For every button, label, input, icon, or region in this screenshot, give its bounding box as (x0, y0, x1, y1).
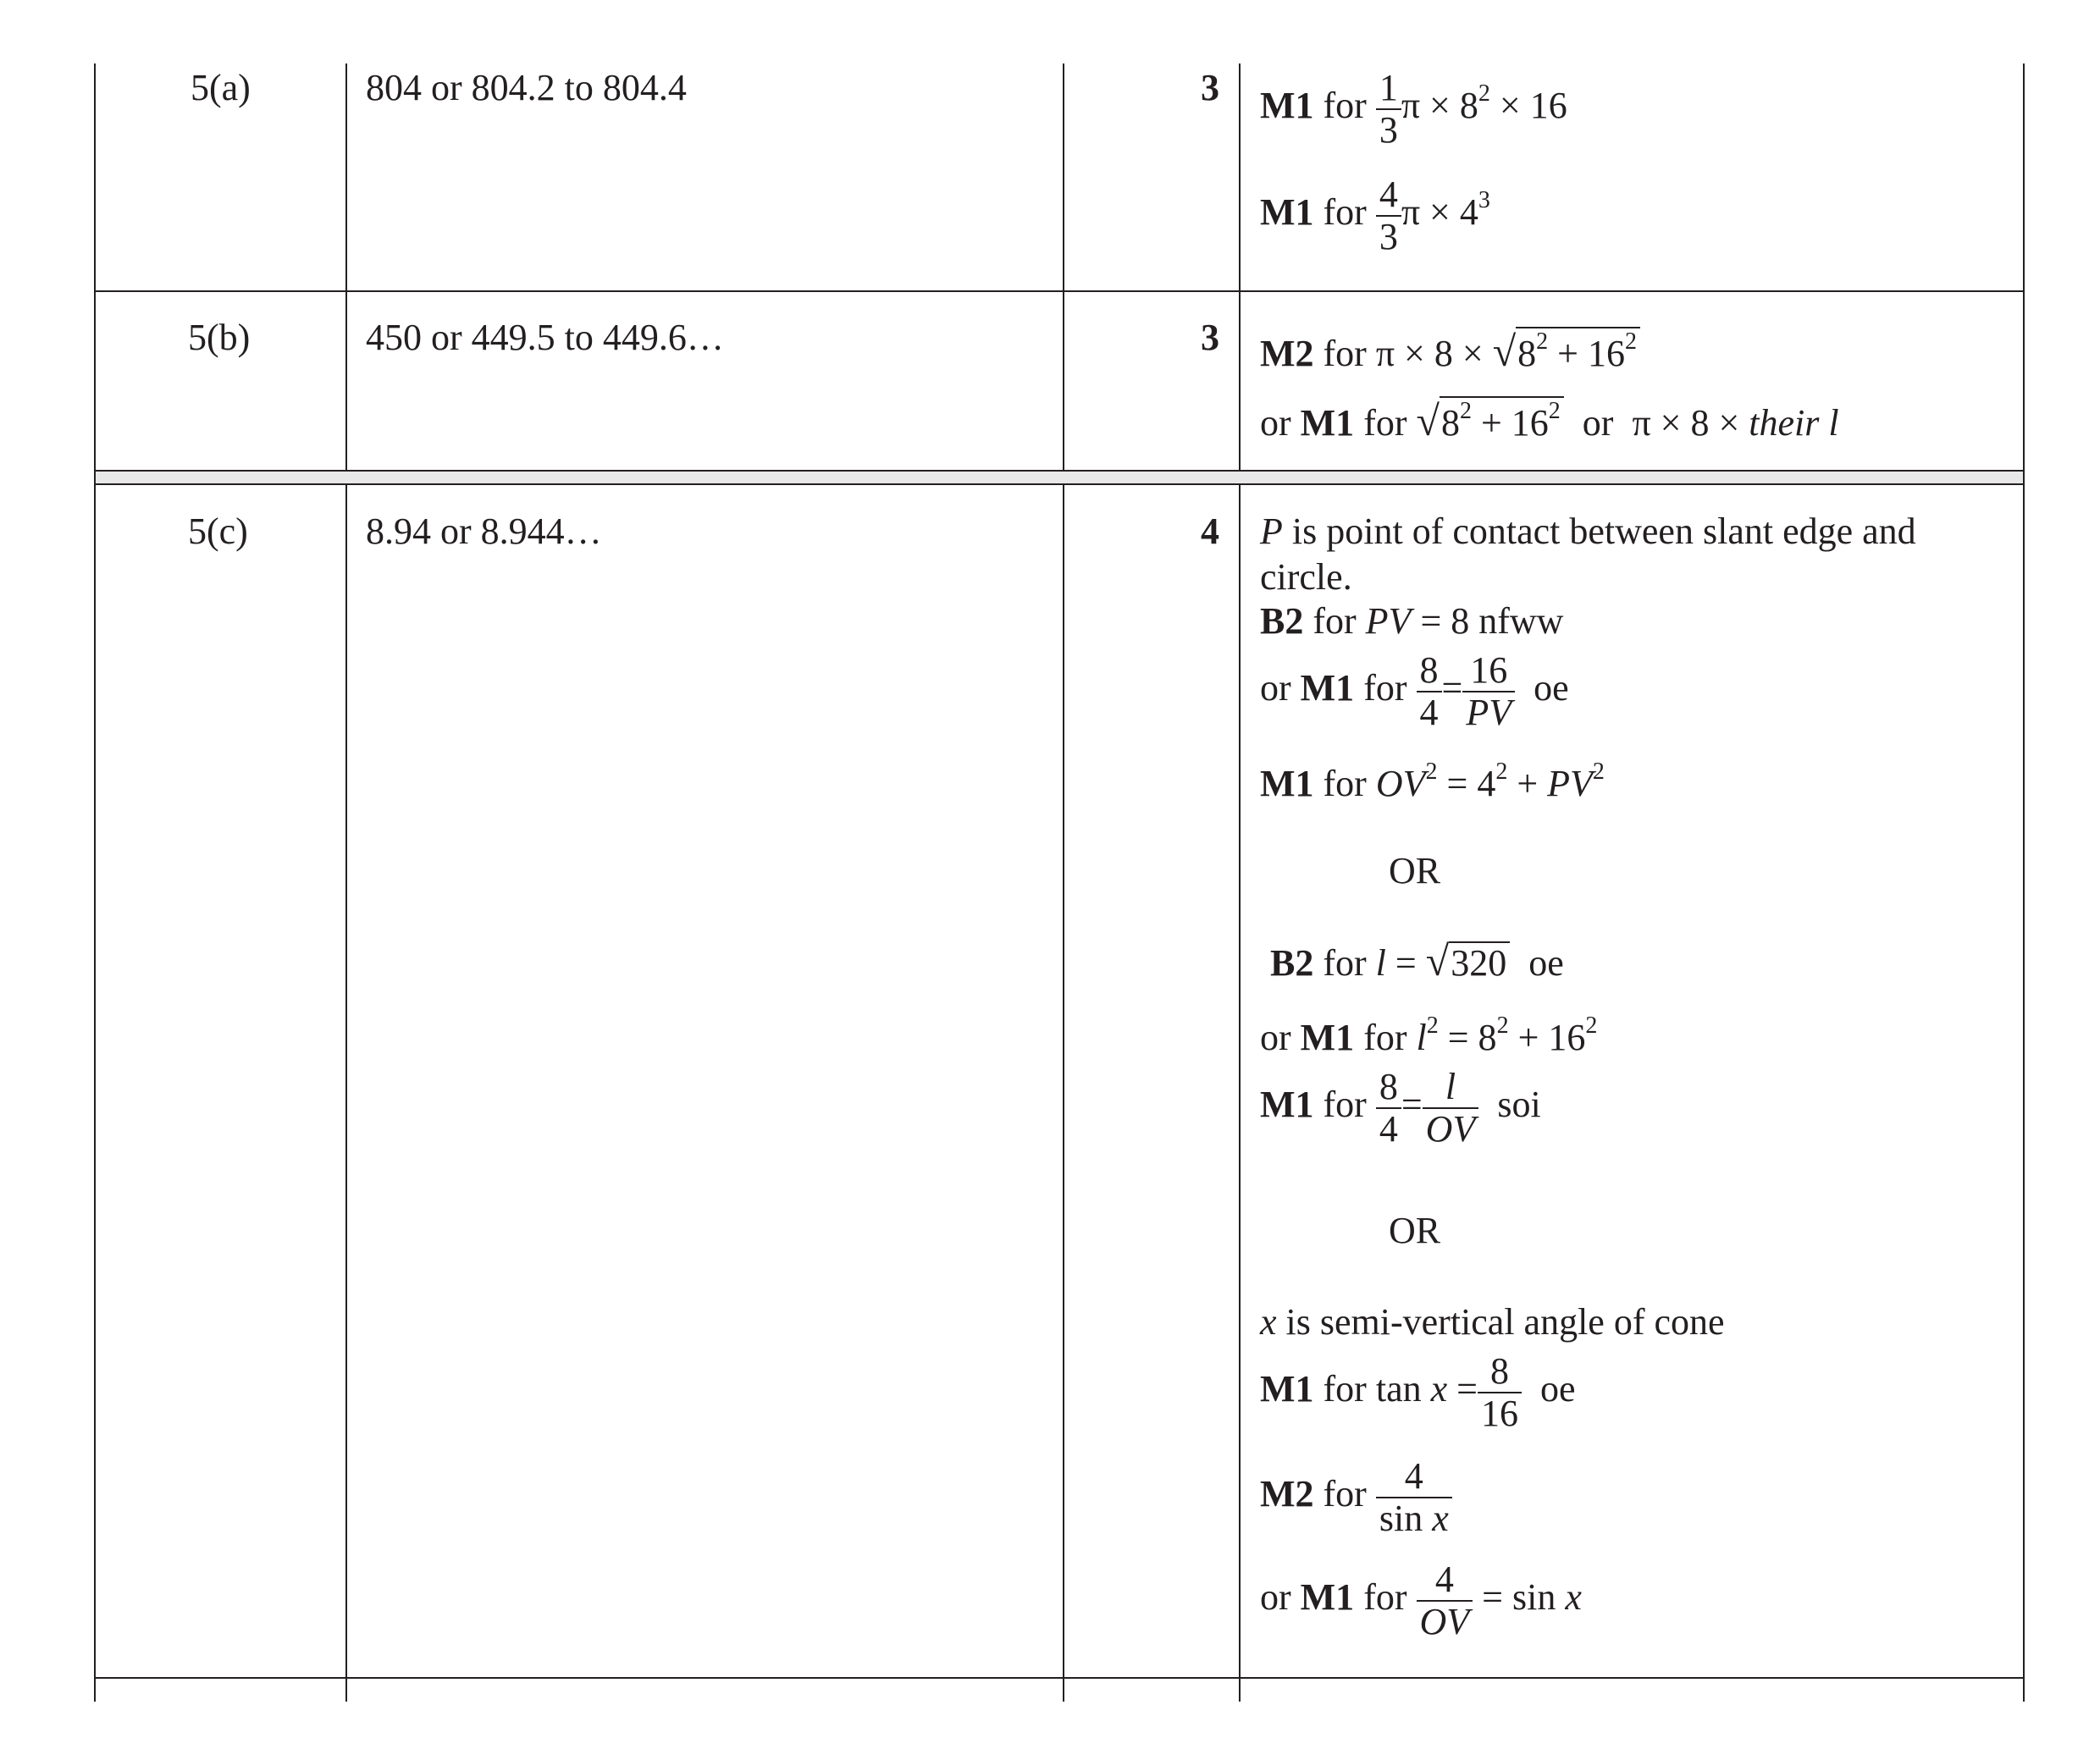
guidance-line: circle. (1260, 556, 1352, 598)
fraction: $\frac{8}{4}$ (1417, 652, 1442, 731)
guidance-line: M1 for $\frac{8}{4}$ = $\frac{l}{OV}$ soi (1260, 1066, 1541, 1150)
question-number: 5(b) (188, 317, 251, 358)
guidance-line: P is point of contact between slant edge and (1260, 510, 1916, 552)
table-border-right (2023, 63, 2025, 1702)
table-border-left (94, 63, 96, 1702)
guidance-line: or M1 for $\frac{8}{4}$ = $\frac{16}{PV}$ oe (1260, 649, 1569, 733)
fraction: $\frac{4}{OV}$ (1417, 1561, 1473, 1641)
fraction: $\frac{8}{16}$ (1478, 1353, 1522, 1432)
guidance-line: M1 for tan x = $\frac{8}{16}$ oe (1260, 1350, 1576, 1434)
guidance-line: M2 for $\frac{4}{\text{sin x}}$ (1260, 1458, 1452, 1537)
marks-cell: 3 (1201, 67, 1219, 108)
row-divider (94, 290, 2025, 292)
question-number: 5(c) (188, 510, 248, 552)
fraction: $\frac{4}{\text{sin x}}$ (1376, 1458, 1452, 1537)
guidance-line: or M1 for $√8^2 + 16^2$ or π × 8 × their l (1260, 397, 1839, 444)
square-root: $8^2 + 16^2$ (1516, 327, 1640, 372)
square-root: 320 (1449, 941, 1510, 982)
row-separator-band (96, 472, 2023, 483)
guidance-line: B2 for l = √320 oe (1270, 937, 1564, 985)
guidance-line: M1 for $\frac{4}{3}$ $\pi \times 4^3$ (1260, 174, 1490, 257)
column-divider (1239, 63, 1241, 1702)
guidance-line: M1 for $\frac{1}{3}$ $\pi \times 8^2 \times 16$ (1260, 67, 1567, 151)
guidance-line: B2 for PV = 8 nfww (1260, 600, 1564, 642)
guidance-line: M2 for $\pi \times 8 \times √8^2 + 16^2$ (1260, 327, 1640, 372)
guidance-line: x is semi-vertical angle of cone (1260, 1301, 1725, 1343)
guidance-line: or M1 for $\frac{4}{OV}$ = sin x (1260, 1559, 1582, 1642)
marks-cell: 3 (1201, 317, 1219, 358)
row-divider (94, 470, 2025, 472)
column-divider (1063, 63, 1064, 1702)
fraction: $\frac{8}{4}$ (1376, 1068, 1401, 1148)
answer-cell: 804 or 804.2 to 804.4 (366, 67, 687, 108)
marks-cell: 4 (1201, 510, 1219, 552)
fraction: $\frac{l}{OV}$ (1423, 1068, 1479, 1148)
alternative-separator: OR (1389, 1210, 1441, 1251)
fraction: $\frac{1}{3}$ (1376, 69, 1401, 149)
question-number: 5(a) (191, 67, 251, 108)
square-root: $8^2 + 16^2$ (1440, 396, 1564, 442)
guidance-line: M1 for $OV^2 = 4^2 + PV^2$ (1260, 759, 1605, 804)
answer-cell: 8.94 or 8.944… (366, 510, 602, 552)
row-divider (94, 1677, 2025, 1679)
answer-cell: 450 or 449.5 to 449.6… (366, 317, 724, 358)
fraction: $\frac{16}{PV}$ (1462, 652, 1515, 731)
column-divider (345, 63, 347, 1702)
row-divider (94, 483, 2025, 485)
fraction: $\frac{4}{3}$ (1376, 176, 1401, 256)
guidance-line: or M1 for $l^2 = 8^2 + 16^2$ (1260, 1012, 1598, 1058)
alternative-separator: OR (1389, 850, 1441, 891)
